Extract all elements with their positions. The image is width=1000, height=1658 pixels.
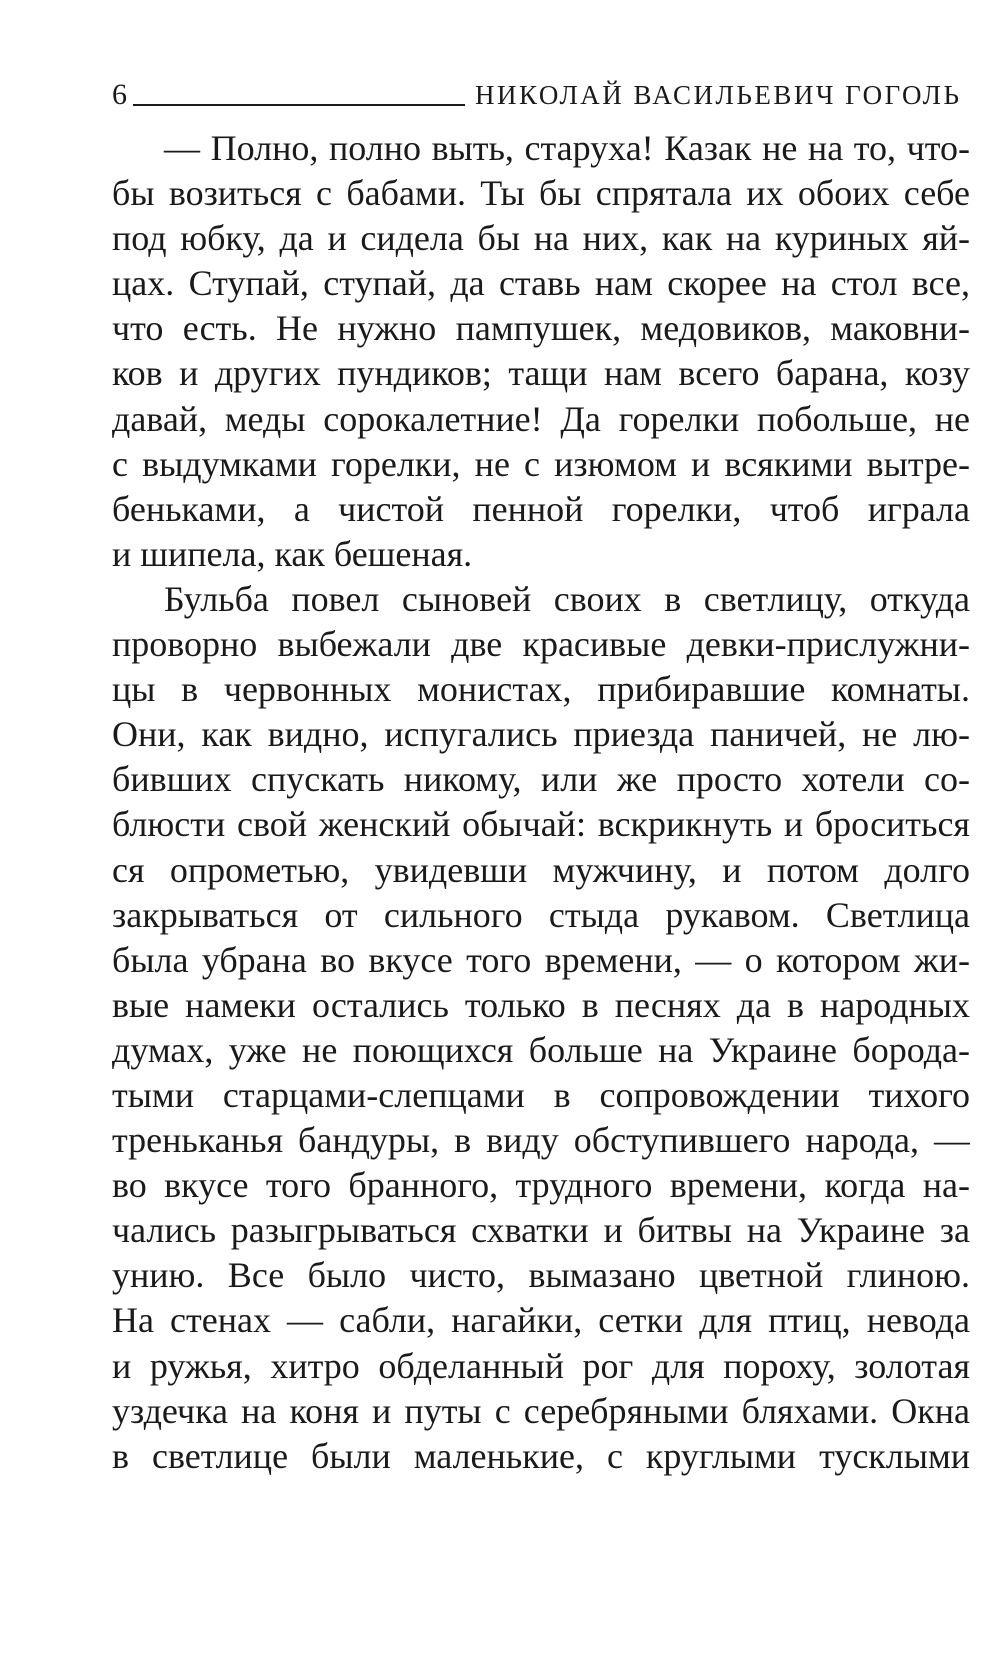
running-title: НИКОЛАЙ ВАСИЛЬЕВИЧ ГОГОЛЬ [475,80,962,110]
text-line: беньками, а чистой пенной горелки, чтоб играла [112,488,970,529]
text-line: закрываться от сильного стыда рукавом. Светлица [112,894,970,935]
text-line: с выдумками горелки, не с изюмом и всякими вытре- [112,443,970,484]
text-line: бы возиться с бабами. Ты бы спрятала их обоих себе [112,173,970,214]
text-line: во вкусе того бранного, трудного времени, когда на- [112,1165,970,1206]
text-line: что есть. Не нужно пампушек, медовиков, маковни- [112,308,970,349]
text-line: и шипела, как бешеная. [112,533,473,574]
text-line: под юбку, да и сидела бы на них, как на куриных яй- [112,218,970,259]
text-line: чались разыгрываться схватки и битвы на Украине за [112,1210,970,1251]
text-line: Бульба повел сыновей своих в светлицу, откуда [164,578,970,619]
page-number: 6 [112,78,127,111]
body-text [112,126,970,1479]
text-line: и ружья, хитро обделанный рог для пороху, золотая [112,1345,970,1386]
text-line: в светлице были маленькие, с круглыми тусклыми [112,1435,970,1476]
text-line: проворно выбежали две красивые девки-прислужни- [112,624,970,665]
running-head [112,70,972,110]
text-line: ся опрометью, увидевши мужчину, и потом долго [112,849,970,890]
text-line: треньканья бандуры, в виду обступившего народа, — [112,1120,970,1161]
text-line: ков и других пундиков; тащи нам всего барана, козу [112,353,970,394]
text-line: тыми старцами-слепцами в сопровождении тихого [112,1074,970,1115]
text-line: цы в червонных монистах, прибиравшие комнаты. [112,669,970,710]
text-line: бивших спускать никому, или же просто хотели со- [112,759,970,800]
text-line: давай, меды сорокалетние! Да горелки побольше, не [112,398,970,439]
text-line: На стенах — сабли, нагайки, сетки для птиц, невода [112,1300,970,1341]
text-line: думах, уже не поющихся больше на Украине борода- [112,1029,970,1070]
text-line: уздечка на коня и путы с серебряными бляхами. Окна [112,1390,970,1431]
text-line: — Полно, полно выть, старуха! Казак не на то, что- [164,128,970,168]
text-line: была убрана во вкусе того времени, — о котором жи- [112,939,970,980]
text-line: Они, как видно, испугались приезда паничей, не лю- [112,714,970,755]
text-line: вые намеки остались только в песнях да в народных [112,984,970,1025]
header-rule [133,104,465,106]
text-line: блюсти свой женский обычай: вскрикнуть и броситься [112,804,970,845]
text-line: цах. Ступай, ступай, да ставь нам скорее на стол все, [112,263,970,304]
text-line: унию. Все было чисто, вымазано цветной глиною. [112,1255,970,1296]
